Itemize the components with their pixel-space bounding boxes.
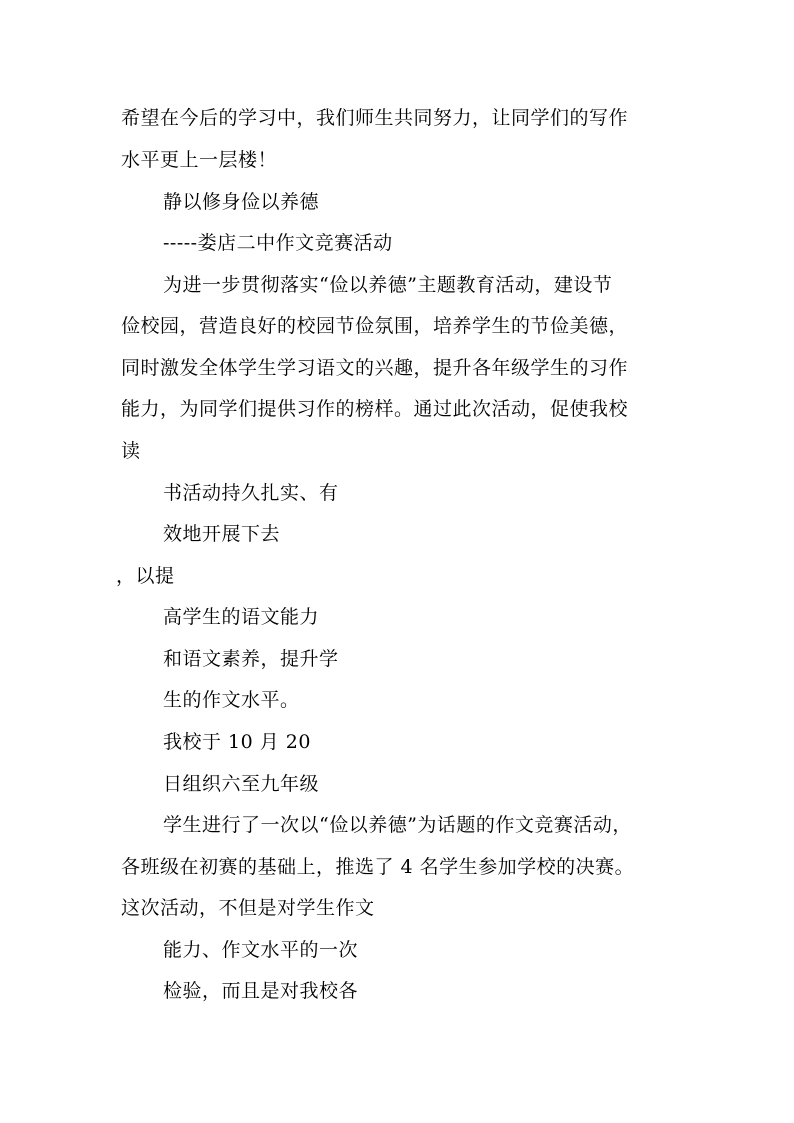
paragraph-line: 水平更上一层楼！ (121, 149, 278, 171)
paragraph-line: 我校于 10 月 20 (163, 731, 311, 753)
paragraph-line: 和语文素养，提升学 (163, 648, 339, 670)
paragraph-line: 生的作文水平。 (163, 689, 300, 711)
paragraph-line: 效地开展下去 (163, 523, 281, 545)
paragraph-line: 能力、作文水平的一次 (163, 939, 359, 961)
paragraph-line: 书活动持久扎实、有 (163, 482, 339, 504)
paragraph-line: 各班级在初赛的基础上，推选了 4 名学生参加学校的决赛。 (121, 856, 635, 878)
paragraph-line: 日组织六至九年级 (163, 773, 320, 795)
paragraph-line: 希望在今后的学习中，我们师生共同努力，让同学们的写作 (121, 107, 629, 129)
paragraph-line: 这次活动，不但是对学生作文 (121, 897, 375, 919)
paragraph-line: 俭校园，营造良好的校园节俭氛围，培养学生的节俭美德， (121, 315, 629, 337)
paragraph-line: 能力，为同学们提供习作的榜样。通过此次活动，促使我校 (121, 398, 629, 420)
paragraph-line: 为进一步贯彻落实“俭以养德”主题教育活动，建设节 (163, 274, 613, 296)
paragraph-line: 学生进行了一次以“俭以养德”为话题的作文竞赛活动， (163, 814, 632, 836)
section-title: 静以修身俭以养德 (163, 191, 320, 213)
paragraph-line: 高学生的语文能力 (163, 606, 320, 628)
paragraph-line: 同时激发全体学生学习语文的兴趣，提升各年级学生的习作 (121, 357, 629, 379)
paragraph-line: ，以提 (116, 565, 175, 587)
paragraph-line: 检验，而且是对我校各 (163, 980, 359, 1002)
section-subtitle: -----娄店二中作文竞赛活动 (163, 232, 393, 254)
paragraph-line: 读 (121, 440, 141, 462)
